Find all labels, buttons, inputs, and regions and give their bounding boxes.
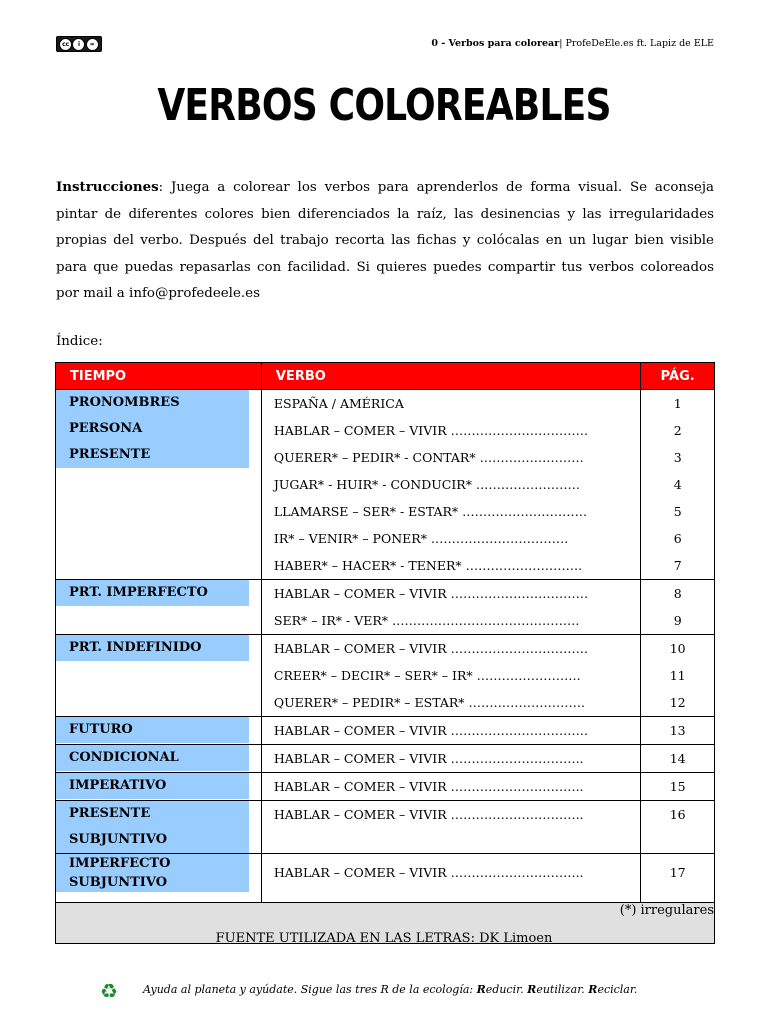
verbo-entry: SER* – IR* - VER* ……………………………………… (273, 613, 580, 628)
no-derivatives-icon: = (86, 38, 99, 51)
page-number: 13 (669, 723, 686, 738)
verbo-cell (261, 635, 640, 717)
tiempo-label-line: IMPERFECTO (69, 856, 171, 871)
index-table (55, 362, 715, 944)
tense-group-row (56, 854, 715, 903)
header-source: | ProfeDeEle.es ft. Lapiz de ELE (559, 38, 714, 49)
page-number: 11 (669, 668, 686, 683)
verbo-cell (261, 801, 640, 854)
tiempo-cell (56, 717, 262, 745)
header-verbo: VERBO (261, 363, 640, 390)
page-number: 17 (669, 865, 686, 880)
cc-license-badge (56, 36, 102, 52)
verbo-entry: LLAMARSE – SER* - ESTAR* ………………………… (273, 504, 588, 519)
tiempo-label (56, 580, 249, 606)
verbo-cell (261, 717, 640, 745)
verbo-entry: HABLAR – COMER – VIVIR ………………………….. (273, 865, 584, 880)
tiempo-label (56, 745, 249, 771)
page-number: 9 (673, 613, 682, 628)
pag-cell (641, 854, 715, 903)
tiempo-label-line: CONDICIONAL (69, 750, 179, 765)
tiempo-label (56, 717, 249, 743)
verbo-cell (261, 745, 640, 773)
instructions-paragraph (56, 174, 714, 308)
tiempo-cell (56, 635, 262, 717)
verbo-entry: HABLAR – COMER – VIVIR ………………………….. (273, 807, 584, 822)
pag-cell (641, 773, 715, 801)
page-number: 3 (673, 450, 682, 465)
header-tiempo: TIEMPO (56, 363, 262, 390)
tiempo-cell (56, 745, 262, 773)
pag-cell (641, 745, 715, 773)
tiempo-label (56, 854, 249, 892)
tense-group-row (56, 580, 715, 635)
verbo-entry: HABLAR – COMER – VIVIR ………………………….. (273, 751, 584, 766)
verbo-entry: HABER* – HACER* - TENER* ………………………. (273, 558, 583, 573)
verbo-entry: QUERER* – PEDIR* – ESTAR* ………………………. (273, 695, 586, 710)
page-number: 12 (669, 695, 686, 710)
tiempo-cell (56, 580, 262, 635)
pag-cell (641, 717, 715, 745)
instructions-text: : Juega a colorear los verbos para aprenderlos de forma visual. Se aconseja pintar de diferentes colores bien diferenciados la raíz, las desinencias y las irregularidades propias del verbo. Después del trabajo recorta las fichas y colócalas en un lugar bien visible para que puedas repasarlas con facilidad. Si quieres puedes compartir tus verbos coloreados por mail a info@profedeele.es (56, 180, 714, 301)
verbo-entry: QUERER* – PEDIR* - CONTAR* ……………………. (273, 450, 584, 465)
tiempo-label-line: PRESENTE SUBJUNTIVO (69, 806, 168, 847)
verbo-entry: HABLAR – COMER – VIVIR ………………………….. (273, 779, 584, 794)
page-number: 15 (669, 779, 686, 794)
tiempo-label-line: SUBJUNTIVO (69, 875, 168, 890)
tiempo-label-line: PRONOMBRES PERSONA (69, 395, 180, 436)
index-table-body (56, 390, 715, 903)
header-doc-title: 0 - Verbos para colorear (431, 38, 560, 49)
index-label: Índice: (56, 334, 103, 349)
tiempo-cell (56, 390, 262, 580)
tiempo-label-line: PRT. IMPERFECTO (69, 585, 208, 600)
eco-word1: educir. (485, 983, 528, 996)
eco-r3: R (588, 983, 598, 996)
header-pag: PÁG. (641, 363, 715, 390)
tense-group-row (56, 390, 715, 580)
tiempo-cell (56, 801, 262, 854)
page-number: 8 (673, 586, 682, 601)
verbo-entry: JUGAR* - HUIR* - CONDUCIR* ……………………. (273, 477, 580, 492)
eco-message (143, 983, 637, 996)
tiempo-label-line: IMPERATIVO (69, 778, 167, 793)
tense-group-row (56, 773, 715, 801)
tense-group-row (56, 635, 715, 717)
verbo-cell (261, 390, 640, 580)
eco-intro: Ayuda al planeta y ayúdate. Sigue las tres R de la ecología: (143, 983, 477, 996)
verbo-cell (261, 854, 640, 903)
eco-word3: eciclar. (597, 983, 638, 996)
page-title: VERBOS COLOREABLES (157, 80, 611, 131)
pag-cell (641, 801, 715, 854)
page-number: 5 (673, 504, 682, 519)
recycle-icon: ♻ (100, 979, 118, 1003)
page-number: 4 (673, 477, 682, 492)
pag-cell (641, 390, 715, 580)
page-number: 2 (673, 423, 682, 438)
irregulares-footnote: (*) irregulares (56, 903, 715, 944)
page-number: 16 (669, 807, 686, 822)
verbo-cell (261, 773, 640, 801)
page-number: 10 (669, 641, 686, 656)
font-note: FUENTE UTILIZADA EN LAS LETRAS: DK Limoen (215, 931, 553, 946)
eco-r2: R (527, 983, 537, 996)
page-number: 1 (673, 396, 682, 411)
tense-group-row (56, 717, 715, 745)
eco-r1: R (476, 983, 486, 996)
pag-cell (641, 580, 715, 635)
verbo-cell (261, 580, 640, 635)
verbo-entry: HABLAR – COMER – VIVIR …………………………… (273, 641, 589, 656)
page-number: 14 (669, 751, 686, 766)
tense-group-row (56, 801, 715, 854)
tiempo-label (56, 773, 249, 799)
tiempo-cell (56, 773, 262, 801)
verbo-entry: HABLAR – COMER – VIVIR …………………………… (273, 586, 589, 601)
tiempo-label-line: PRESENTE (69, 447, 151, 462)
tiempo-label-line: PRT. INDEFINIDO (69, 640, 202, 655)
tiempo-cell (56, 854, 262, 903)
pag-cell (641, 635, 715, 717)
eco-word2: eutilizar. (536, 983, 589, 996)
verbo-entry: CREER* – DECIR* – SER* – IR* ……………………. (273, 668, 581, 683)
tiempo-label-line: FUTURO (69, 722, 133, 737)
tiempo-label (56, 390, 249, 468)
verbo-entry: ESPAÑA / AMÉRICA (273, 396, 404, 411)
verbo-entry: IR* – VENIR* – PONER* …………………………… (273, 531, 569, 546)
tiempo-label (56, 801, 249, 853)
instructions-label: Instrucciones (56, 179, 159, 195)
page-header (431, 38, 714, 49)
tense-group-row (56, 745, 715, 773)
cc-icon: cc (59, 38, 72, 51)
verbo-entry: HABLAR – COMER – VIVIR …………………………… (273, 723, 589, 738)
page-number: 6 (673, 531, 682, 546)
attribution-icon: i (72, 38, 85, 51)
page-number: 7 (673, 558, 682, 573)
verbo-entry: HABLAR – COMER – VIVIR …………………………… (273, 423, 589, 438)
tiempo-label (56, 635, 249, 661)
